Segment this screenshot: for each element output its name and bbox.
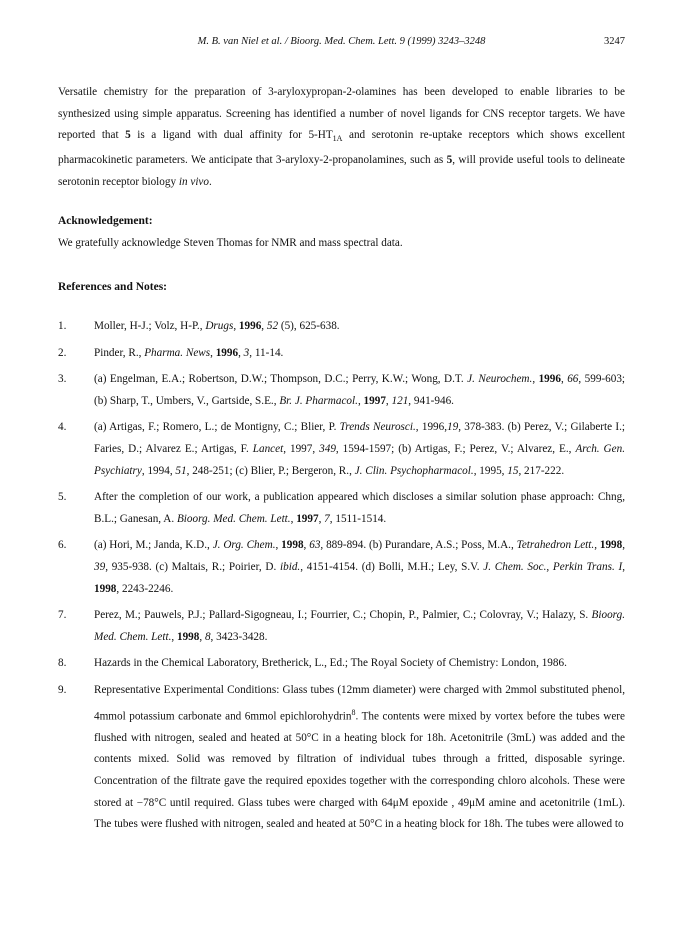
acknowledgement-heading: Acknowledgement:	[58, 215, 153, 227]
reference-number: 3.	[58, 373, 67, 386]
compound-number: 5	[125, 129, 131, 142]
reference-item: 4. (a) Artigas, F.; Romero, L.; de Montigny, C.; Blier, P. Trends Neurosci., 1996,19, 378-383. (b) Perez, V.; Gilaberte I.; Faries, D.; Alvarez E.; Artigas, F. Lancet, 1997, 349, 1594-1597; (b) Artigas, F.; Perez, V.; Alvarez, E., Arch. Gen. Psychiatry, 1994, 51, 248-251; (c) Blier, P.; Bergeron, R., J. Clin. Psychopharmacol., 1995, 15, 217-222.	[58, 417, 625, 482]
references-list	[58, 316, 625, 841]
reference-number: 2.	[58, 346, 67, 359]
reference-item: 9. Representative Experimental Conditions: Glass tubes (12mm diameter) were charged with 2mmol substituted phenol, 4mmol potassium carbonate and 6mmol epichlorohydrin$^8$. The contents were mixed by vortex before the tubes were flushed with nitrogen, sealed and heated at 50°C in a heating block for 18h. Acetonitrile (3mL) was added and the contents mixed. Solid was removed by filtration of individual tubes through a fritted, disposable syringe. Concentration of the filtrate gave the required epoxides together with the corresponding chloro alcohols. These were stored at −78°C until required. Glass tubes were charged with 64μM epoxide , 49μM amine and acetonitrile (1mL). The tubes were flushed with nitrogen, sealed and heated at 50°C in a heating block for 18h. The tubes were allowed to	[58, 680, 625, 836]
reference-number: 7.	[58, 609, 67, 622]
reference-item: 3. (a) Engelman, E.A.; Robertson, D.W.; Thompson, D.C.; Perry, K.W.; Wong, D.T. J. Neurochem., 1996, 66, 599-603; (b) Sharp, T., Umbers, V., Gartside, S.E., Br. J. Pharmacol., 1997, 121, 941-946.	[58, 369, 625, 412]
acknowledgement-text: We gratefully acknowledge Steven Thomas for NMR and mass spectral data.	[58, 237, 403, 249]
reference-item: 6. (a) Hori, M.; Janda, K.D., J. Org. Chem., 1998, 63, 889-894. (b) Purandare, A.S.; Poss, M.A., Tetrahedron Lett., 1998, 39, 935-938. (c) Maltais, R.; Poirier, D. ibid., 4151-4154. (d) Bolli, M.H.; Ley, S.V. J. Chem. Soc., Perkin Trans. I, 1998, 2243-2246.	[58, 535, 625, 600]
reference-item: 7. Perez, M.; Pauwels, P.J.; Pallard-Sigogneau, I.; Fourrier, C.; Chopin, P., Palmier, C.; Colovray, V.; Halazy, S. Bioorg. Med. Chem. Lett., 1998, 8, 3423-3428.	[58, 605, 625, 648]
reference-number: 5.	[58, 491, 67, 504]
running-title: M. B. van Niel et al. / Bioorg. Med. Chem. Lett. 9 (1999) 3243–3248	[197, 36, 486, 47]
references-heading: References and Notes:	[58, 281, 168, 293]
reference-number: 8.	[58, 657, 67, 670]
reference-item: 5. After the completion of our work, a publication appeared which discloses a similar solution phase approach: Chng, B.L.; Ganesan, A. Bioorg. Med. Chem. Lett., 1997, 7, 1511-1514.	[58, 487, 625, 530]
running-head	[0, 36, 683, 52]
reference-item: 8. Hazards in the Chemical Laboratory, Bretherick, L., Ed.; The Royal Society of Chemistry: London, 1986.	[58, 653, 625, 675]
reference-item: 2. Pinder, R., Pharma. News, 1996, 3, 11-14.	[58, 343, 625, 365]
reference-number: 4.	[58, 421, 67, 434]
reference-number: 1.	[58, 320, 67, 332]
page-number: 3247	[604, 36, 625, 47]
conclusion-paragraph: Versatile chemistry for the preparation of 3-aryloxypropan-2-olamines has been developed to enable libraries to be synthesized using simple apparatus. Screening has identified a number of novel ligands for CNS receptor targets. We have reported that 5 is a ligand with dual affinity for $5-HT_{1A}$ and serotonin re-uptake receptors which shows excellent pharmacokinetic parameters. We anticipate that 3-aryloxy-2-propanolamines, such as 5, will provide useful tools to delineate serotonin receptor biology in vivo.	[58, 86, 625, 188]
compound-number: 5	[446, 154, 453, 167]
reference-number: 6.	[58, 539, 67, 552]
reference-item: 1. Moller, H-J.; Volz, H-P., Drugs, 1996, 52 (5), 625-638.	[58, 316, 625, 338]
reference-number: 9.	[58, 683, 67, 696]
